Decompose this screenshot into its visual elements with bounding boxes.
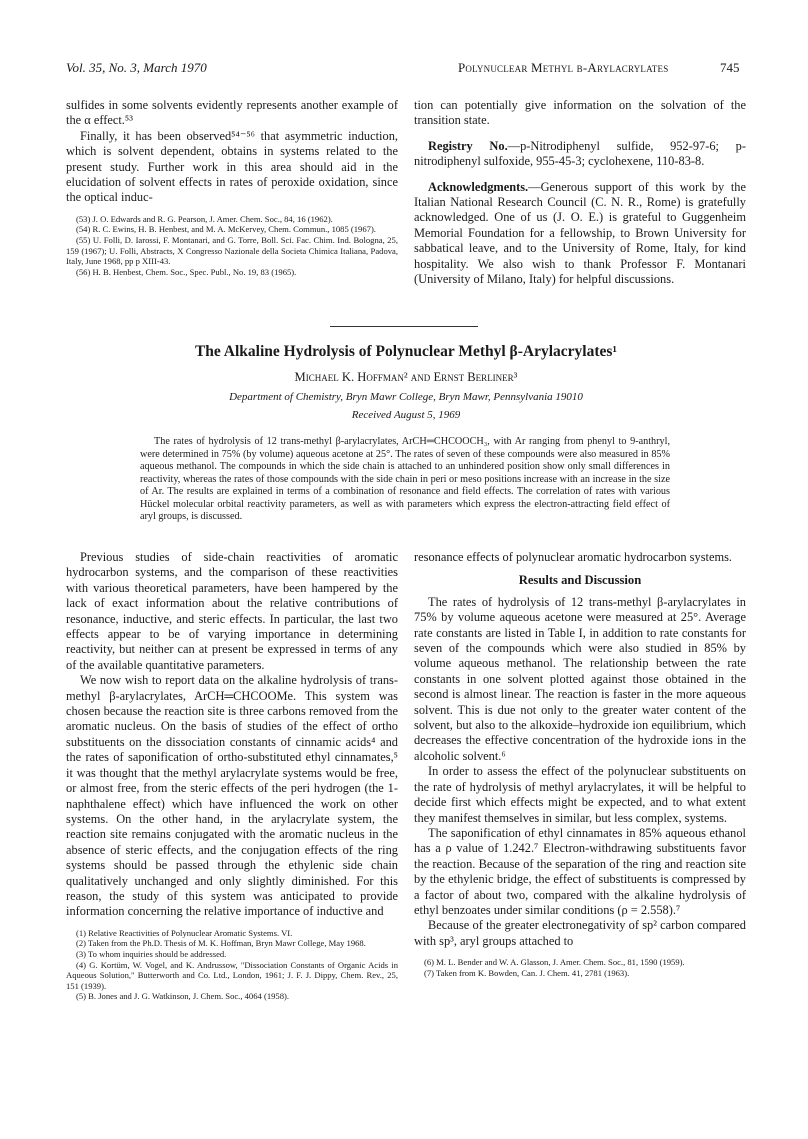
registry-label: Registry No.: [428, 138, 508, 153]
received-date: Received August 5, 1969: [351, 409, 461, 421]
article-affiliation: Department of Chemistry, Bryn Mawr College, Bryn Mawr, Pennsylvania 19010: [229, 391, 583, 403]
paragraph: The rates of hydrolysis of 12 trans-methyl β-arylacrylates in 75% by volume aqueous acetone were measured at 25°. Average rate constants are listed in Table I, in addition to rate constants for seven of the compounds which were also studied in 85% by volume aqueous methanol. The relationship between the rate constants in one solvent plotted against those obtained in the second is almost linear. The reaction is faster in the more aqueous solvent. This is due not only to the greater water content of the solvent, but also to the alkoxide–hydroxide ion equilibrium, which decreases the effective concentration of the hydroxide ions in the alcoholic solvent.⁶: [414, 594, 746, 763]
paragraph: sulfides in some solvents evidently represents another example of the α effect.⁵³: [66, 98, 398, 128]
footnote-3: (3) To whom inquiries should be addressed.: [76, 948, 227, 959]
article-title: The Alkaline Hydrolysis of Polynuclear Methyl β-Arylacrylates¹: [194, 343, 618, 360]
footnote-55: (55) U. Folli, D. Iarossi, F. Montanari, and G. Torre, Boll. Sci. Fac. Chim. Ind. Bologna, 25, 159 (1967); U. Folli, Abstracts, X Congresso Nazionale della Societa Chimica Italiana, Padova, Italy, June 1968, pp p XIII-43.: [66, 235, 398, 267]
footnote-5: (5) B. Jones and J. G. Watkinson, J. Chem. Soc., 4064 (1958).: [76, 991, 290, 1002]
footnote-6: (6) M. L. Bender and W. A. Glasson, J. Amer. Chem. Soc., 81, 1590 (1959).: [424, 957, 685, 968]
running-header-title: Polynuclear Methyl β-Arylacrylates: [458, 60, 669, 75]
acknowledgments-text: —Generous support of this work by the Italian National Research Council (C. N. R., Rome) is gratefully acknowledged. One of us (J. O. E.) is grateful to Guggenheim Memorial Foundation for a fellowship, to Brown University for sabbatical leave, and to the University of Rome, Italy, for kind hospitality. We also wish to thank Professor F. Montanari (University of Milano, Italy) for helpful discussions.: [414, 179, 746, 287]
paragraph: Previous studies of side-chain reactivities of aromatic hydrocarbon systems, and the comparison of these reactivities with various theoretical parameters, have been hampered by the lack of exact information about the relative contributions of resonance, inductive, and steric effects. In particular, the last two effects appear to be of varying importance in determining reactivity, but neither can at present be expressed in terms of any of the available quantitative parameters.: [66, 550, 398, 672]
footnote-54: (54) R. C. Ewins, H. B. Henbest, and M. A. McKervey, Chem. Commun., 1085 (1967).: [76, 224, 376, 235]
paragraph: Finally, it has been observed⁵⁴⁻⁵⁶ that asymmetric induction, which is solvent dependent, obtains in systems related to the present study. Further work in this area should aid in the elucidation of solvent effects in rates of peroxide oxidation, since the optical induc-: [66, 128, 398, 205]
previous-article-left-column: [66, 98, 398, 277]
paragraph: tion can potentially give information on the solvation of the transition state.: [414, 98, 746, 128]
paragraph: In order to assess the effect of the polynuclear substituents on the rate of hydrolysis of methyl arylacrylates, it will be helpful to decide first which effects might be expected, and to what extent they manifest themselves in similar, but less complex, systems.: [414, 764, 746, 825]
previous-article-right-column: [414, 98, 746, 287]
running-header-journal: Vol. 35, No. 3, March 1970: [66, 60, 207, 75]
article-authors: Michael K. Hoffman² and Ernst Berliner³: [294, 370, 518, 384]
paragraph: resonance effects of polynuclear aromatic hydrocarbon systems.: [414, 550, 733, 564]
section-divider: [330, 326, 478, 327]
paragraph: Because of the greater electronegativity of sp² carbon compared with sp³, aryl groups attached to: [414, 918, 746, 948]
acknowledgments-label: Acknowledgments.: [428, 179, 529, 194]
footnote-53: (53) J. O. Edwards and R. G. Pearson, J. Amer. Chem. Soc., 84, 16 (1962).: [76, 213, 333, 224]
page-number: 745: [720, 60, 740, 75]
paragraph: The saponification of ethyl cinnamates in 85% aqueous ethanol has a ρ value of 1.242.⁷ Electron-withdrawing substituents favor the reaction. Because of the separation of the ring and reaction site by the ethylenic bridge, the effect of substituents is compressed by a factor of about two, compared with the alkaline hydrolysis of ethyl benzoates under similar conditions (ρ = 2.558).⁷: [414, 825, 746, 917]
paragraph: We now wish to report data on the alkaline hydrolysis of trans-methyl β-arylacrylates, ArCH═CHCOOMe. This system was chosen because the reaction site is three carbons removed from the aromatic nucleus. On the basis of studies of the effect of ortho substituents on the dissociation constants of cinnamic acids⁴ and the rates of saponification of ortho-substituted ethyl cinnamates,⁵ it was thought that the methyl arylacrylate systems would be free, or almost free, from the steric effects of the peri hydrogen (the 1-naphthalene effect) which have influenced the work on other systems. On the other hand, in the arylacrylate system, the reaction site remains conjugated with the aromatic nucleus in the absence of steric effects, and the conjugation effects of the ring systems should be passed through the ethylenic side chain qualitatively unchanged and only slightly diminished. For this reason, the study of this system was anticipated to provide information concerning the relative importance of inductive and: [66, 673, 398, 919]
section-heading: Results and Discussion: [518, 573, 642, 588]
body-left-column: [66, 550, 398, 1002]
body-right-column: [414, 550, 746, 978]
acknowledgments: [414, 180, 746, 288]
abstract: The rates of hydrolysis of 12 trans-methyl β-arylacrylates, ArCH═CHCOOCH₃, with Ar ranging from phenyl to 9-anthryl, were determined in 75% (by volume) aqueous acetone at 25°. The rates of seven of these compounds were also measured in 85% aqueous methanol. The compounds in which the side chain is attached to an unhindered position show only small differences in reactivity, whereas the rates of those compounds with the side chain in peri or meso positions increase with an increase in the size of Ar. The results are explained in terms of a combination of resonance and field effects. The correlation of rates with various Hückel molecular orbital reactivity parameters, as well as with parameters which express the electron-attracting field effect of aryl groups, is discussed.: [140, 436, 670, 522]
registry-numbers: [414, 139, 746, 170]
footnote-1: (1) Relative Reactivities of Polynuclear Aromatic Systems. VI.: [76, 927, 293, 938]
footnote-7: (7) Taken from K. Bowden, Can. J. Chem. 41, 2781 (1963).: [424, 967, 630, 978]
footnote-4: (4) G. Kortüm, W. Vogel, and K. Andrussow, "Dissociation Constants of Organic Acids in Aqueous Solution," Butterworth and Co. Ltd., London, 1961; J. F. J. Dippy, Chem. Rev., 25, 151 (1939).: [66, 959, 398, 991]
registry-text: —p-Nitrodiphenyl sulfide, 952-97-6; p-nitrodiphenyl sulfoxide, 955-45-3; cyclohexene, 110-83-8.: [414, 138, 746, 169]
footnote-2: (2) Taken from the Ph.D. Thesis of M. K. Hoffman, Bryn Mawr College, May 1968.: [76, 938, 366, 949]
footnote-56: (56) H. B. Henbest, Chem. Soc., Spec. Publ., No. 19, 83 (1965).: [76, 266, 297, 277]
